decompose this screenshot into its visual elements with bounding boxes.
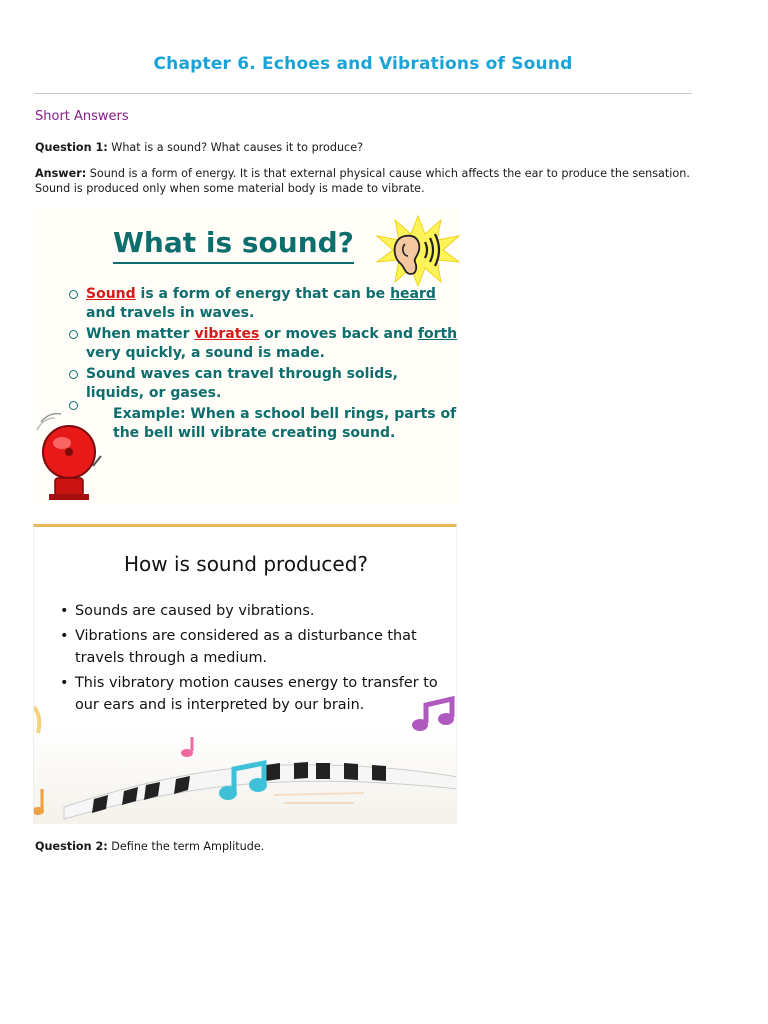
bullet-item: • This vibratory motion causes energy to transfer to our ears and is interpreted by our brain. <box>60 672 440 716</box>
example-item: Example: When a school bell rings, parts of the bell will vibrate creating sound. <box>69 405 459 443</box>
bullet-item: Sound is a form of energy that can be heard and travels in waves. <box>69 285 459 323</box>
slide-what-is-sound <box>33 208 459 504</box>
question-label: Question 1: <box>35 141 108 154</box>
question-text: Define the term Amplitude. <box>111 840 265 853</box>
slide-bullet-list <box>60 600 440 719</box>
bullet-item: When matter vibrates or moves back and forth very quickly, a sound is made. <box>69 325 459 363</box>
question-text: What is a sound? What causes it to produce? <box>111 141 364 154</box>
slide-title: How is sound produced? <box>123 552 369 576</box>
divider <box>34 93 692 94</box>
title-underline <box>113 262 354 264</box>
slide-how-sound-produced <box>33 524 457 824</box>
answer-text: Sound is a form of energy. It is that external physical cause which affects the ear to produce the sensation. Sound is produced only when some material body is made to vibrate. <box>35 167 690 195</box>
chapter-title: Chapter 6. Echoes and Vibrations of Sound <box>153 54 573 74</box>
slide-title: What is sound? <box>113 226 354 259</box>
section-heading: Short Answers <box>35 109 129 124</box>
bullet-item: • Sounds are caused by vibrations. <box>60 600 440 622</box>
question-2 <box>35 839 695 854</box>
answer-label: Answer: <box>35 167 87 180</box>
question-1 <box>35 140 695 155</box>
question-label: Question 2: <box>35 840 108 853</box>
bell-icon <box>35 408 107 504</box>
bullet-item: • Vibrations are considered as a disturbance that travels through a medium. <box>60 625 440 669</box>
answer-1 <box>35 166 695 196</box>
ear-icon <box>375 214 461 288</box>
bullet-item: Sound waves can travel through solids, liquids, or gases. <box>69 365 459 403</box>
slide-bullet-list <box>69 285 459 445</box>
